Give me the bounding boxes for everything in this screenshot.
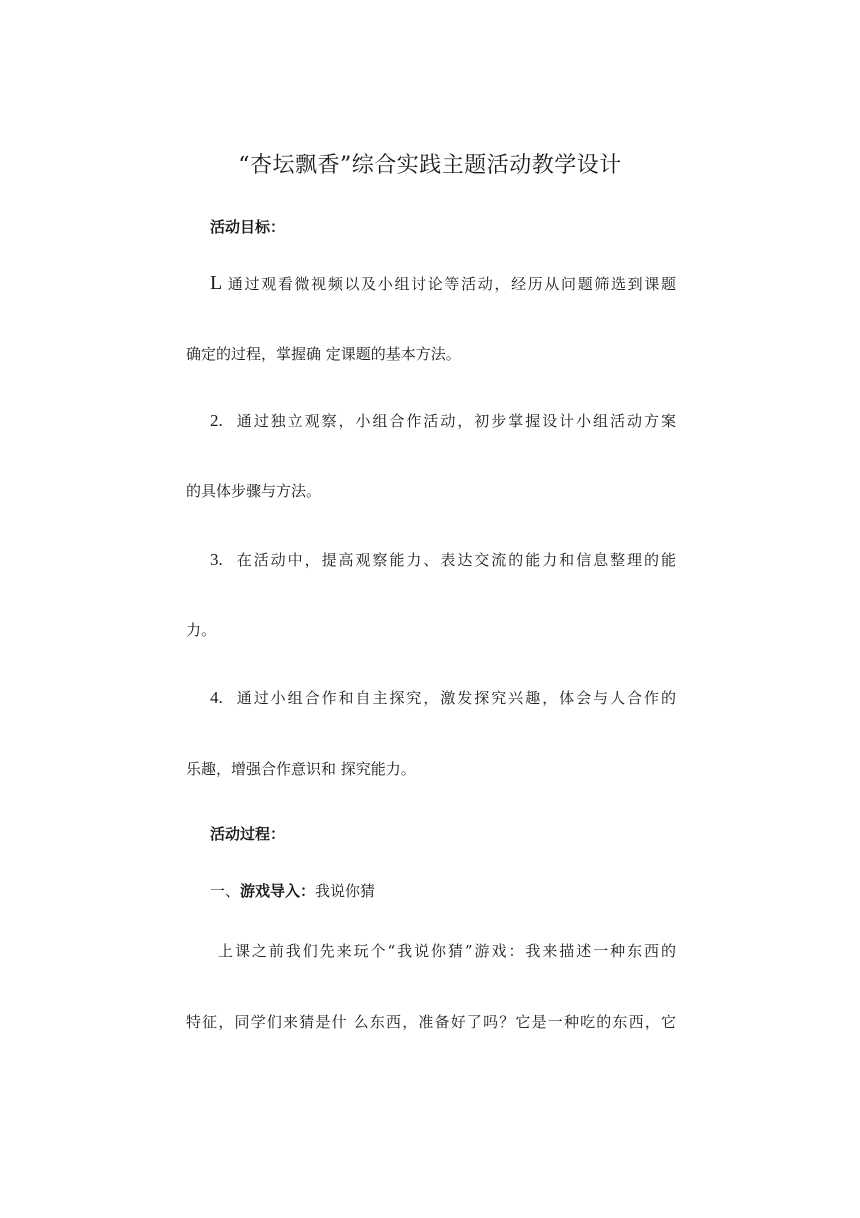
document-title: “杏坛飘香”综合实践主题活动教学设计 <box>238 153 622 178</box>
section-1-prefix: 一、 <box>210 882 241 900</box>
goals-heading: 活动目标： <box>210 218 286 236</box>
goal-3-number: 3. <box>210 550 223 569</box>
goal-1-text-1: 通过观看微视频以及小组讨论等活动，经历从问题筛选到课题 <box>226 275 676 293</box>
paragraph-1-line-1: 上课之前我们先来玩个“我说你猜”游戏：我来描述一种东西的 <box>218 942 676 960</box>
goal-3-line-1 <box>186 549 676 570</box>
section-1-bold: 游戏导入： <box>240 882 316 900</box>
goal-3-text-1: 在活动中，提高观察能力、表达交流的能力和信息整理的能 <box>234 551 676 569</box>
section-1-heading <box>210 880 700 901</box>
goal-1-number: L <box>210 272 223 294</box>
goal-4-line-2: 乐趣，增强合作意识和 探究能力。 <box>186 760 416 778</box>
goal-4-line-1 <box>186 687 676 708</box>
goal-4-text-1: 通过小组合作和自主探究，激发探究兴趣，体会与人合作的 <box>234 689 676 707</box>
goal-2-number: 2. <box>210 411 223 430</box>
goal-1-line-2: 确定的过程，掌握确 定课题的基本方法。 <box>186 345 461 363</box>
goal-3-line-2: 力。 <box>186 621 217 639</box>
section-1-rest: 我说你猜 <box>315 882 376 900</box>
paragraph-1-line-2: 特征，同学们来猜是什 么东西，准备好了吗？它是一种吃的东西，它 <box>186 1013 676 1031</box>
process-heading: 活动过程： <box>210 825 286 843</box>
goal-2-line-1 <box>186 410 676 431</box>
goal-1-line-1 <box>186 272 676 295</box>
goal-2-line-2: 的具体步骤与方法。 <box>186 482 322 500</box>
goal-2-text-1: 通过独立观察，小组合作活动，初步掌握设计小组活动方案 <box>234 412 676 430</box>
goal-4-number: 4. <box>210 688 223 707</box>
